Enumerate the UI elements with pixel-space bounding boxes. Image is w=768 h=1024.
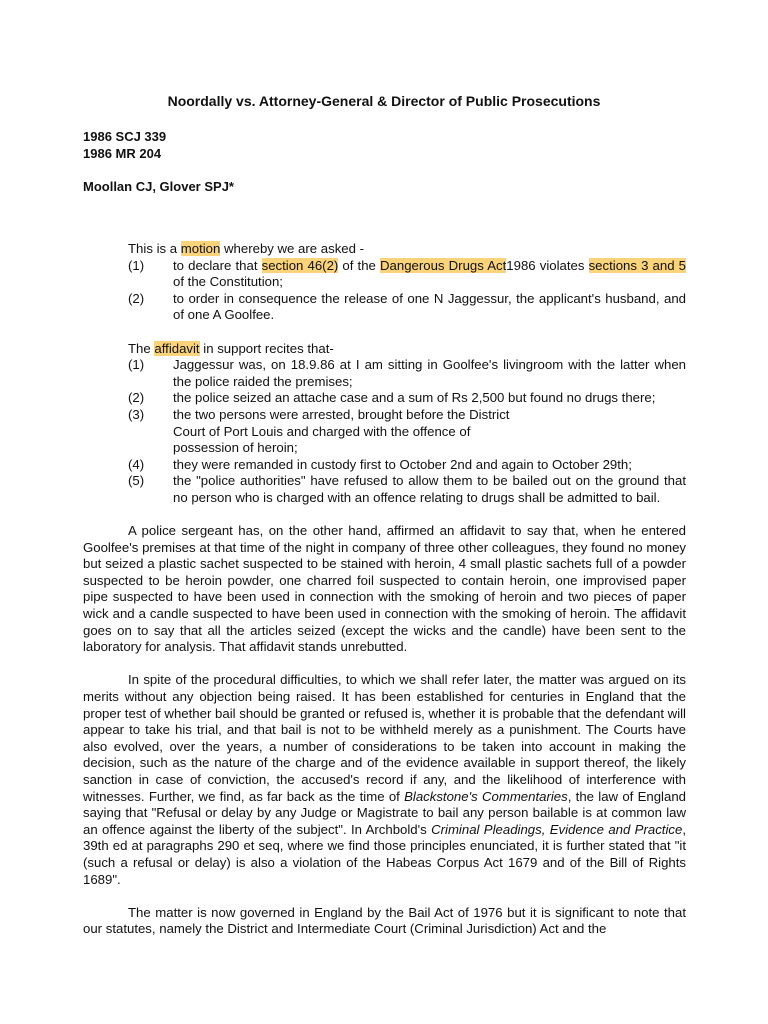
case-title: Noordally vs. Attorney-General & Director of Public Prosecutions [167, 93, 601, 109]
paragraph-police-sergeant: A police sergeant has, on the other hand, affirmed an affidavit to say that, when he entered Goolfee's premises at that time of the night in company of three other colleagues, they found no money but seized a plastic sachet suspected to be stained with heroin, 4 small plastic sachets full of a powder suspected to be heroin powder, one charred foil suspected to contain heroin, one improvised paper pipe suspected to have been used in connection with the smoking of heroin and two pieces of paper wick and a candle suspected to have been used in connection with the smoking of heroin. The affidavit goes on to say that all the articles seized (except the wicks and the candle) have been sent to the laboratory for analysis. That affidavit stands unrebutted. [83, 523, 686, 655]
affidavit-item: (2) the police seized an attache case and a sum of Rs 2,500 but found no drugs there; [128, 390, 656, 406]
affidavit-item: (3) the two persons were arrested, brought before the District Court of Port Louis and charged with the offence of possession of heroin; [128, 406, 510, 456]
highlight-sections-3-and-5: sections 3 and 5 [588, 257, 686, 273]
affidavit-intro: The affidavit in support recites that- [128, 340, 334, 356]
motion-item-2: (2) to order in consequence the release of one N Jaggessur, the applicant's husband, and of one A Goolfee. [128, 290, 686, 323]
highlight-affidavit: affidavit [154, 340, 200, 356]
citation-blackstone: Blackstone's Commentaries [404, 788, 568, 804]
affidavit-item: (1) Jaggessur was, on 18.9.86 at I am sitting in Goolfee's livingroom with the latter when the police raided the premises; [128, 357, 686, 389]
motion-intro: This is a motion whereby we are asked - [128, 241, 365, 256]
affidavit-item: (4) they were remanded in custody first to October 2nd and again to October 29th; [128, 456, 632, 472]
citation-scj: 1986 SCJ 339 [83, 129, 167, 144]
judges-line: Moollan CJ, Glover SPJ* [83, 179, 234, 194]
highlight-section-46-2: section 46(2) [261, 257, 339, 273]
motion-item-1: (1) to declare that section 46(2) of the Dangerous Drugs Act1986 violates sections 3 and 5 of the Constitution; [128, 257, 686, 290]
citation-archbold: Criminal Pleadings, Evidence and Practice [431, 821, 683, 837]
highlight-dangerous-drugs-act: Dangerous Drugs Act [380, 257, 507, 273]
citation-mr: 1986 MR 204 [83, 146, 162, 161]
highlight-motion: motion [180, 241, 221, 256]
judgment-body [83, 241, 686, 955]
paragraph-merits: In spite of the procedural difficulties, to which we shall refer later, the matter was argued on its merits without any objection being raised. It has been established for centuries in England that the proper test of whether bail should be granted or refused is, whether it is probable that the defendant will appear to take his trial, and that bail is not to be withheld merely as a punishment. The Courts have also evolved, over the years, a number of considerations to be taken into account in making the decision, such as the nature of the charge and of the evidence available in support thereof, the likely sanction in case of conviction, the accused's record if any, and the likelihood of interference with witnesses. Further, we find, as far back as the time of Blackstone's Commentaries, the law of England saying that "Refusal or delay by any Judge or Magistrate to bail any person bailable is at common law an offence against the liberty of the subject". In Archbold's Criminal Pleadings, Evidence and Practice, 39th ed at paragraphs 290 et seq, where we find those principles enunciated, it is further stated that "it (such a refusal or delay) is also a violation of the Habeas Corpus Act 1679 and of the Bill of Rights 1689". [83, 672, 686, 887]
paragraph-bail-act: The matter is now governed in England by the Bail Act of 1976 but it is significant to note that our statutes, namely the District and Intermediate Court (Criminal Jurisdiction) Act and the [83, 904, 686, 937]
affidavit-item: (5) the "police authorities" have refused to allow them to be bailed out on the ground that no person who is charged with an offence relating to drugs shall be admitted to bail. [128, 473, 686, 505]
